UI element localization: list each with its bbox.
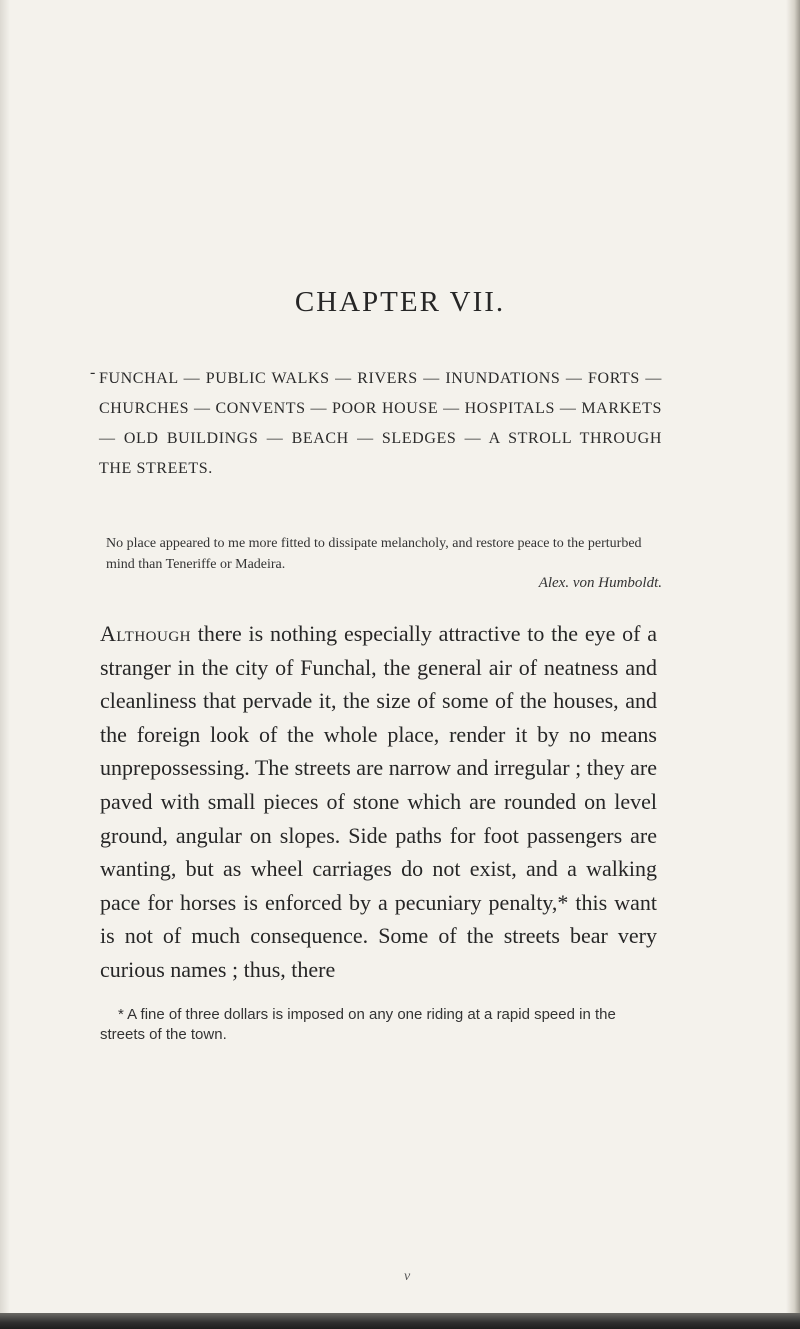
signature-mark: v — [404, 1269, 411, 1284]
epigraph-attribution: Alex. von Humboldt. — [538, 575, 662, 591]
body-paragraph — [100, 617, 657, 987]
chapter-synopsis: FUNCHAL — PUBLIC WALKS — RIVERS — INUNDATIONS — FORTS — CHURCHES — CONVENTS — POOR HOUSE — HOSPITALS — MARKETS — OLD BUILDINGS — BEACH — SLEDGES — A STROLL THROUGH THE STREETS. — [99, 370, 662, 477]
chapter-title: CHAPTER VII. — [294, 286, 506, 318]
page-edge — [786, 0, 800, 1329]
synopsis-lead-mark: - — [90, 364, 96, 381]
footnote: * A fine of three dollars is imposed on any one riding at a rapid speed in the streets of the town. — [100, 1006, 616, 1043]
page-gutter-shadow — [0, 0, 10, 1329]
body-paragraph-text: there is nothing especially attractive to the eye of a stranger in the city of Funchal, the general air of neatness and cleanliness that pervade it, the size of some of the houses, and the foreign look of the whole place, render it by no means unprepossessing. The streets are narrow and irregular ; they are paved with small pieces of stone which are rounded on level ground, angular on slopes. Side paths for foot passengers are wanting, but as wheel carriages do not exist, and a walking pace for horses is enforced by a pecuniary penalty,* this want is not of much consequence. Some of the streets bear very curious names ; thus, there — [100, 621, 657, 982]
epigraph-quote: No place appeared to me more fitted to dissipate melancholy, and restore peace to the perturbed mind than Teneriffe or Madeira. — [106, 536, 642, 572]
bottom-edge-rule — [0, 1313, 800, 1329]
drop-word: Although — [100, 621, 191, 646]
